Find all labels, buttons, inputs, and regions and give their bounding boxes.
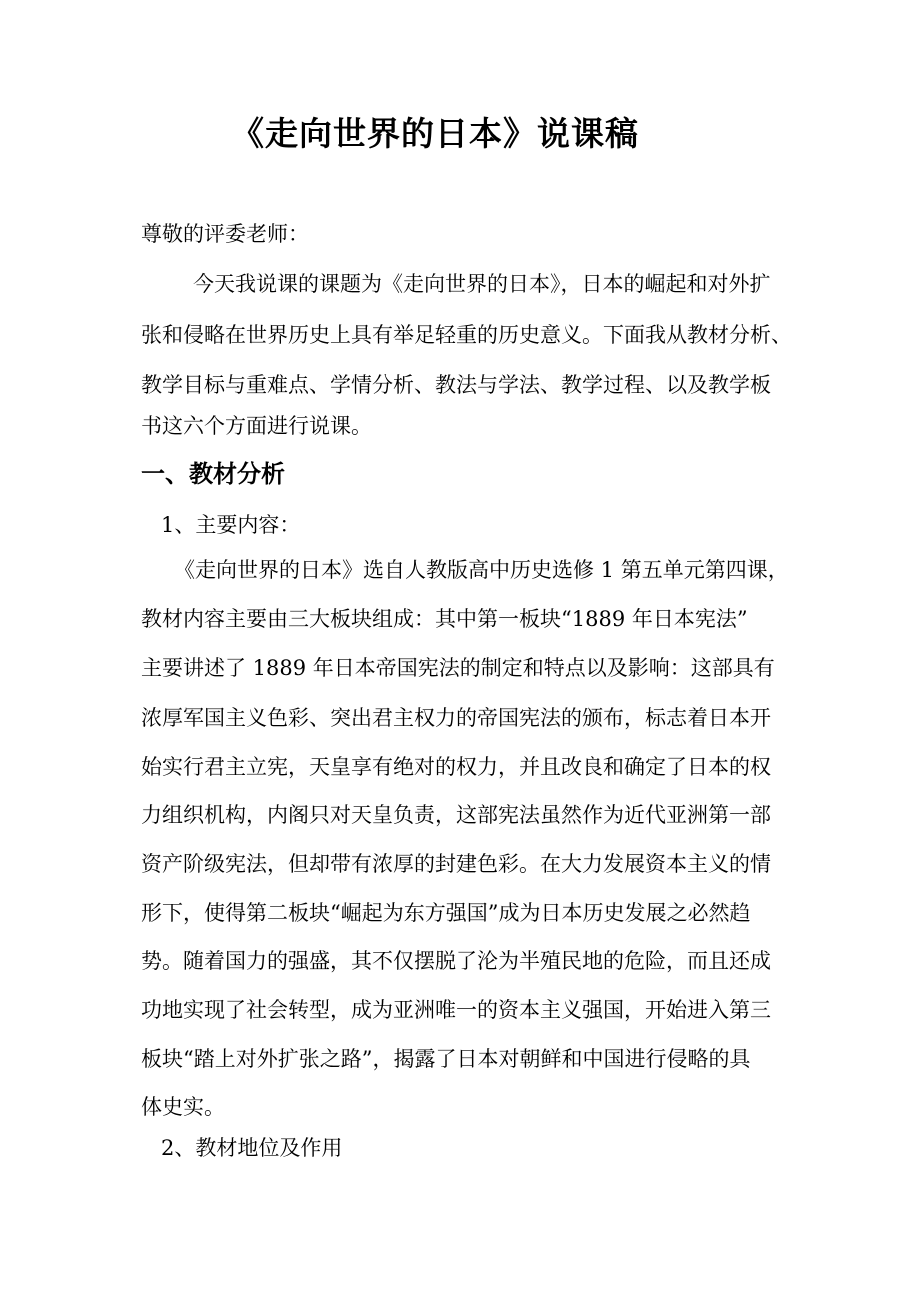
content-line-10: 功地实现了社会转型，成为亚洲唯一的资本主义强国，开始进入第三 xyxy=(141,998,771,1022)
content-line-11: 板块“踏上对外扩张之路”，揭露了日本对朝鲜和中国进行侵略的具 xyxy=(141,1047,751,1071)
intro-line-3: 教学目标与重难点、学情分析、教法与学法、教学过程、以及教学板 xyxy=(141,373,771,397)
subheading-material-position: 2、教材地位及作用 xyxy=(161,1136,343,1160)
salutation: 尊敬的评委老师： xyxy=(141,222,309,246)
intro-line-1: 今天我说课的课题为《走向世界的日本》，日本的崛起和对外扩 xyxy=(193,272,771,296)
intro-line-2: 张和侵略在世界历史上具有举足轻重的历史意义。下面我从教材分析、 xyxy=(141,323,792,347)
content-line-5: 始实行君主立宪，天皇享有绝对的权力，并且改良和确定了日本的权 xyxy=(141,755,771,779)
content-line-12: 体史实。 xyxy=(141,1095,225,1119)
document-title: 《走向世界的日本》说课稿 xyxy=(231,114,639,153)
content-line-8: 形下，使得第二板块“崛起为东方强国”成为日本历史发展之必然趋 xyxy=(141,901,751,925)
content-line-9: 势。随着国力的强盛，其不仅摆脱了沦为半殖民地的危险，而且还成 xyxy=(141,949,771,973)
content-line-2: 教材内容主要由三大板块组成：其中第一板块“1889 年日本宪法” xyxy=(141,607,748,631)
content-line-4: 浓厚军国主义色彩、突出君主权力的帝国宪法的颁布，标志着日本开 xyxy=(141,706,771,730)
subheading-main-content: 1、主要内容： xyxy=(161,513,301,537)
content-line-3: 主要讲述了 1889 年日本帝国宪法的制定和特点以及影响：这部具有 xyxy=(141,656,775,680)
content-line-7: 资产阶级宪法，但却带有浓厚的封建色彩。在大力发展资本主义的情 xyxy=(141,852,771,876)
content-line-6: 力组织机构，内阁只对天皇负责，这部宪法虽然作为近代亚洲第一部 xyxy=(141,803,771,827)
intro-line-4: 书这六个方面进行说课。 xyxy=(141,414,372,438)
content-line-1: 《走向世界的日本》选自人教版高中历史选修 1 第五单元第四课， xyxy=(174,558,789,582)
section-heading-material-analysis: 一、教材分析 xyxy=(141,459,285,488)
